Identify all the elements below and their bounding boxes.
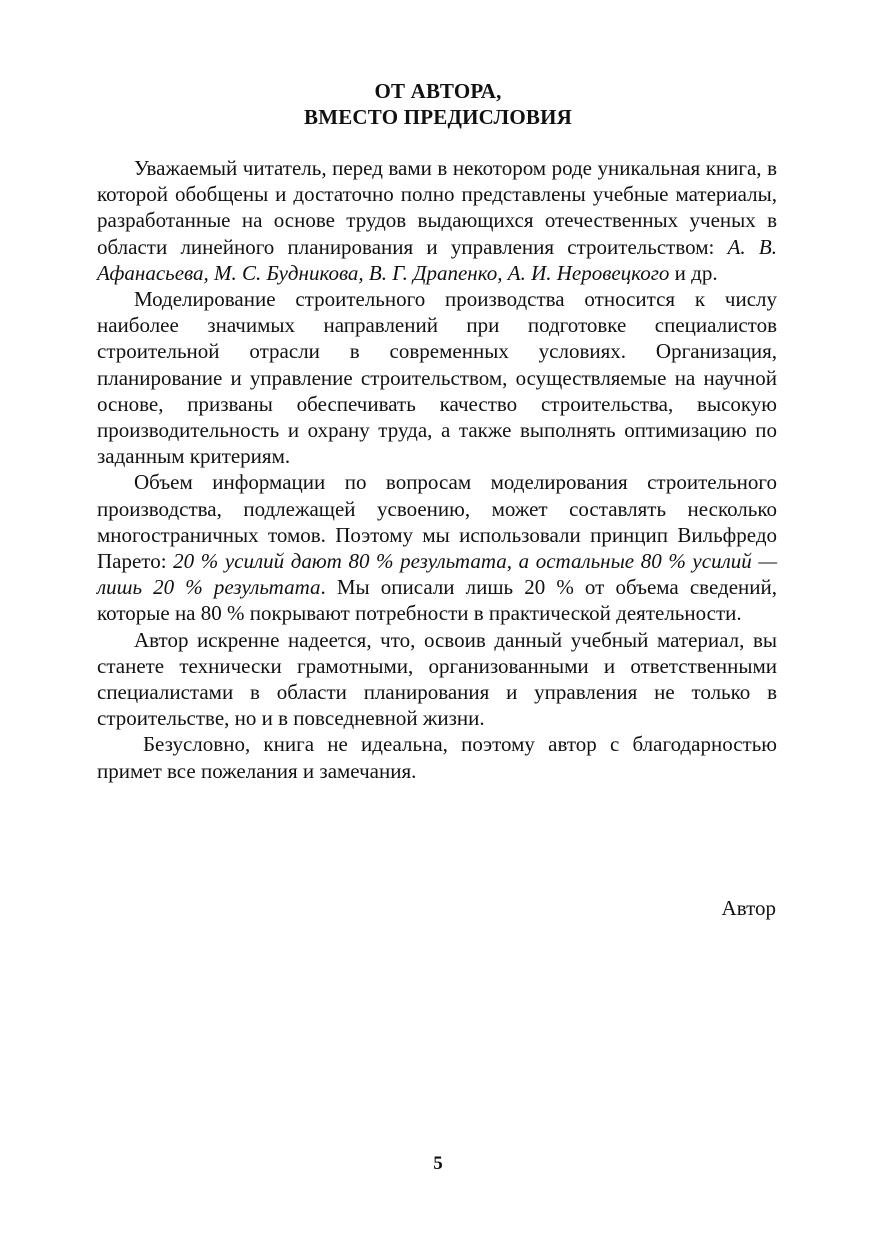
heading-line-1: ОТ АВТОРА, <box>374 79 502 103</box>
paragraph-3-tail: . Мы описали лишь 20 % от объема сведений, которые на 80 % покрывают потребности в практической деятельности. <box>97 575 777 626</box>
paragraph-1-tail: и др. <box>669 260 718 285</box>
paragraph-3-pareto-quote: 20 % усилий дают 80 % результата, а остальные 80 % усилий — лишь 20 % результата <box>97 549 777 600</box>
paragraph-1-authors: А. В. Афанасьева, М. С. Будникова, В. Г. Драпенко, А. И. Неровецкого <box>97 234 778 285</box>
heading-line-2: ВМЕСТО ПРЕДИСЛОВИЯ <box>304 105 572 129</box>
page-number: 5 <box>433 1153 443 1174</box>
paragraph-3-text: Объем информации по вопросам моделирования строительного производства, подлежащей усвоению, может составлять несколько многостраничных томов. Поэтому мы использовали принцип Вильфредо Парето: <box>97 470 777 574</box>
paragraph-1 <box>97 155 777 286</box>
paragraph-2: Моделирование строительного производства относится к числу наиболее значимых направлений при подготовке специалистов строительной отрасли в современных условиях. Организация, планирование и управление строительством, осуществляемые на научной основе, призваны обеспечивать качество строительства, высокую производительность и охрану труда, а также выполнять оптимизацию по заданным критериям. <box>97 287 777 469</box>
body-text <box>97 155 777 784</box>
paragraph-5: Безусловно, книга не идеальна, поэтому автор с благодарностью примет все пожелания и замечания. <box>97 732 777 783</box>
paragraph-4: Автор искренне надеется, что, освоив данный учебный материал, вы станете технически грамотными, организованными и ответственными специалистами в области планирования и управления не только в строительстве, но и в повседневной жизни. <box>97 627 777 731</box>
author-signature: Автор <box>721 896 776 920</box>
paragraph-3 <box>97 469 777 626</box>
paragraph-1-text: Уважаемый читатель, перед вами в некотором роде уникальная книга, в которой обобщены и достаточно полно представлены учебные материалы, разработанные на основе трудов выдающихся отечественных ученых в области линейного планирования и управления строительством: <box>97 156 777 259</box>
